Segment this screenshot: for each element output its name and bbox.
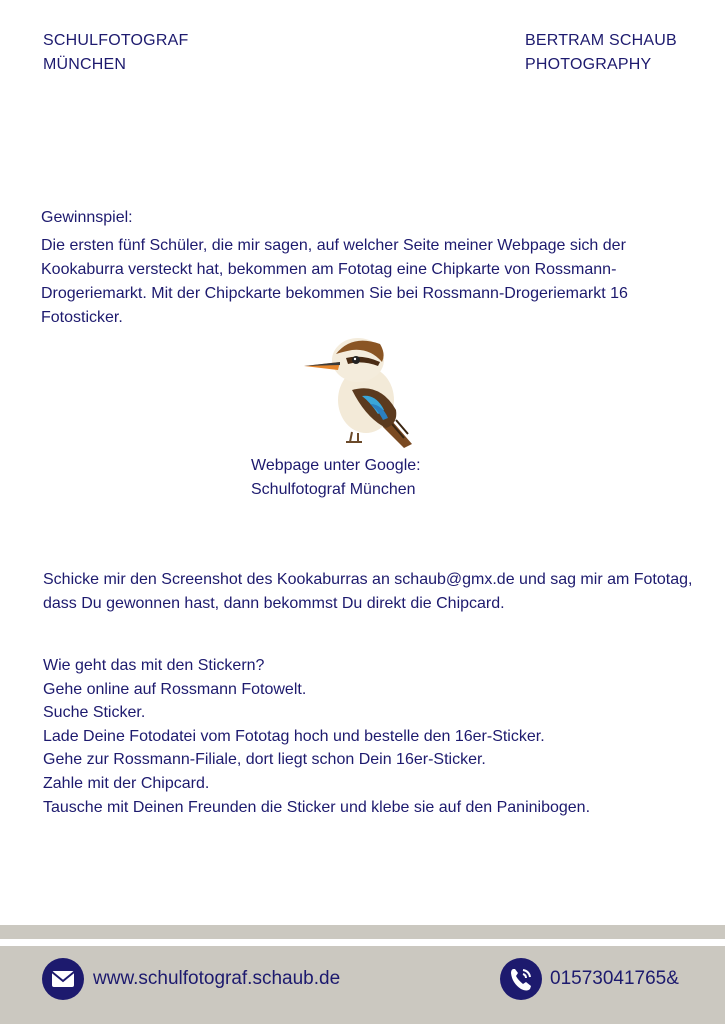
header-right-line2: PHOTOGRAPHY [525,56,652,73]
contest-label: Gewinnspiel: [41,209,133,226]
step-line: Suche Sticker. [43,704,146,722]
header-left [43,29,188,77]
screenshot-instructions: Schicke mir den Screenshot des Kookaburras an schaub@gmx.de und sag mir am Fototag, dass Du gewonnen hast, dann bekommst Du direkt die Chipcard. [43,571,693,612]
step-line: Gehe online auf Rossmann Fotowelt. [43,680,307,698]
kookaburra-illustration [300,332,425,454]
step-line: Gehe zur Rossmann-Filiale, dort liegt schon Dein 16er-Sticker. [43,751,486,769]
step-line: Tausche mit Deinen Freunden die Sticker und klebe sie auf den Paninibogen. [43,798,591,816]
contest-section [41,206,681,330]
header-left-line1: SCHULFOTOGRAF [43,32,189,49]
webpage-line2: Schulfotograf München [251,481,416,498]
step-line: Wie geht das mit den Stickern? [43,657,265,674]
header-right-line1: BERTRAM SCHAUB [525,32,677,49]
step-line: Lade Deine Fotodatei vom Fototag hoch und bestelle den 16er-Sticker. [43,727,545,745]
phone-number[interactable]: 01573041765& [550,968,679,989]
webpage-line1: Webpage unter Google: [251,457,421,474]
contest-text: Die ersten fünf Schüler, die mir sagen, auf welcher Seite meiner Webpage sich der Kookaburra versteckt hat, bekommen am Fototag eine Chipkarte von Rossmann-Drogeriemarkt. Mit der Chipckarte bekommen Sie bei Rossmann-Drogeriemarkt 16 Fotosticker. [41,237,628,326]
envelope-icon[interactable] [42,958,84,1000]
header-left-line2: MÜNCHEN [43,56,127,73]
sticker-steps [43,654,703,819]
header-right [525,29,677,77]
phone-icon[interactable] [500,958,542,1000]
webpage-hint [251,454,421,502]
step-line: Zahle mit der Chipcard. [43,774,210,792]
website-link[interactable]: www.schulfotograf.schaub.de [93,968,341,989]
footer-divider [0,925,725,939]
